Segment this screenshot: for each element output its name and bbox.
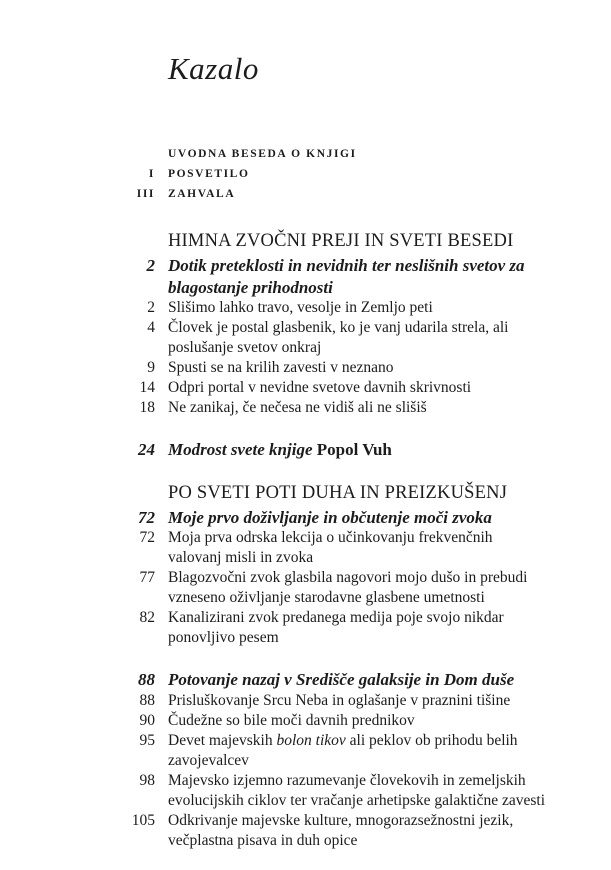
toc-entry-title — [168, 528, 547, 568]
toc-entry-title-part: ali peklov ob prihodu belih zavojevalcev — [168, 731, 518, 769]
toc-entry-title-part: Odpri portal v nevidne svetove davnih skrivnosti — [168, 379, 472, 396]
toc-entry-page-number: 95 — [139, 731, 155, 749]
toc-section — [115, 669, 547, 851]
toc-entry-title-part: Kanalizirani zvok predanega medija poje svojo nikdar ponovljivo pesem — [168, 609, 504, 646]
toc-entry — [115, 298, 547, 318]
toc-entry-title-part: Dotik preteklosti in nevidnih ter neslišnih svetov za blagostanje prihodnosti — [168, 256, 525, 297]
toc-entry-title — [168, 318, 547, 358]
toc-entry-title — [168, 691, 547, 711]
toc-entry-title-part: Ne zanikaj, če nečesa ne vidiš ali ne slišiš — [168, 399, 427, 416]
toc-entry-title — [168, 378, 547, 398]
toc-entry-page-number: 24 — [138, 440, 155, 459]
toc-entry — [115, 439, 547, 461]
toc-entry-title — [168, 358, 547, 378]
toc-entry-title-part: Slišimo lahko travo, vesolje in Zemljo peti — [168, 299, 433, 316]
toc-entry-title-part: POSVETILO — [168, 168, 250, 180]
toc-entry-title — [168, 568, 547, 608]
toc-entry — [115, 164, 547, 184]
toc-entry-page-number: 14 — [139, 379, 155, 396]
toc-entry-title-part: Devet majevskih — [168, 731, 277, 749]
toc-entry-page-number: 18 — [139, 399, 155, 416]
toc-entry-title-part: Prisluškovanje Srcu Neba in oglašanje v praznini tišine — [168, 691, 511, 709]
toc-entry-title — [168, 298, 547, 318]
toc-entry-title-part: Odkrivanje majevske kulture, mnogorazsežnostni jezik, večplastna pisava in duh opice — [168, 811, 514, 849]
toc-entry-title-part: Človek je postal glasbenik, ko je vanj udarila strela, ali poslušanje svetov onkraj — [168, 319, 509, 356]
toc-entry — [115, 358, 547, 378]
toc-entry-page-number: 88 — [138, 670, 155, 689]
toc-entry — [115, 811, 547, 851]
toc-section-heading: PO SVETI POTI DUHA IN PREIZKUŠENJ — [168, 482, 508, 503]
toc-entry-title — [168, 771, 547, 811]
toc-entry — [115, 378, 547, 398]
toc-entry — [115, 711, 547, 731]
toc-entry-title-part: Modrost svete knjige — [168, 440, 317, 459]
toc-entry-title — [168, 164, 547, 184]
toc-section — [115, 230, 547, 418]
toc-entry-title-part: Majevsko izjemno razumevanje človekovih in zemeljskih evolucijskih ciklov ter vračanje arhetipske galaktične zavesti — [168, 771, 546, 809]
toc-section — [115, 439, 547, 461]
toc-entry-title-part: Čudežne so bile moči davnih prednikov — [168, 711, 415, 729]
toc-entry — [115, 691, 547, 711]
toc-entry — [115, 507, 547, 529]
toc-entry-page-number: 90 — [139, 711, 155, 729]
toc-entry-title — [168, 669, 547, 691]
toc-entry-title-part: Potovanje nazaj v Središče galaksije in Dom duše — [168, 670, 515, 689]
toc-entry-title — [168, 608, 547, 648]
toc-entry — [115, 528, 547, 568]
toc-entry-title — [168, 184, 547, 204]
toc-entry-title — [168, 731, 547, 771]
toc-entry-page-number: 9 — [147, 359, 155, 376]
toc-entry-page-number: 4 — [147, 319, 155, 336]
toc-entry-title — [168, 507, 547, 529]
toc-entry-page-number: 98 — [139, 771, 155, 789]
toc-entry-page-number: 2 — [146, 256, 155, 275]
toc-entry-title-part: Moja prva odrska lekcija o učinkovanju frekvenčnih valovanj misli in zvoka — [168, 529, 493, 566]
toc-entry — [115, 318, 547, 358]
toc-entry — [115, 568, 547, 608]
toc-entry — [115, 255, 547, 298]
toc-entry-title-part: Spusti se na krilih zavesti v neznano — [168, 359, 394, 376]
toc-entry-page-number: III — [136, 188, 155, 200]
toc-entry-title — [168, 811, 547, 851]
toc-entry — [115, 669, 547, 691]
toc-entry-title-part: Blagozvočni zvok glasbila nagovori mojo dušo in prebudi vzneseno oživljanje starodavne glasbene umetnosti — [168, 569, 528, 606]
toc-entry-title-part: ZAHVALA — [168, 188, 236, 200]
toc-entry-page-number: 105 — [131, 811, 155, 829]
toc-section-heading: HIMNA ZVOČNI PREJI IN SVETI BESEDI — [168, 231, 514, 251]
toc-entry — [115, 731, 547, 771]
toc-section — [115, 144, 547, 204]
toc-section — [115, 482, 547, 649]
toc-entry-title-part: Moje prvo doživljanje in občutenje moči zvoka — [168, 507, 492, 527]
toc-entry-title — [168, 439, 547, 461]
toc-entry — [115, 771, 547, 811]
toc-entry-page-number: 72 — [139, 529, 155, 546]
toc-section-heading: UVODNA BESEDA O KNJIGI — [168, 148, 357, 160]
toc-entry-page-number: 77 — [139, 569, 155, 586]
toc-entry — [115, 398, 547, 418]
toc-entry-page-number: 2 — [147, 299, 155, 316]
toc-entry-page-number: 72 — [138, 507, 155, 527]
toc-entry-page-number: I — [148, 168, 155, 180]
toc-entry-title-part: Popol Vuh — [316, 440, 392, 459]
page-title: Kazalo — [168, 51, 259, 86]
toc-entry — [115, 608, 547, 648]
toc-entry-page-number: 88 — [139, 691, 155, 709]
toc-entry-title — [168, 711, 547, 731]
toc-entry-title — [168, 398, 547, 418]
toc-entry — [115, 184, 547, 204]
toc-entry-title-part: bolon tikov — [276, 731, 346, 749]
toc-sections — [115, 144, 547, 851]
toc-entry-title — [168, 255, 547, 298]
toc-entry-page-number: 82 — [139, 609, 155, 626]
